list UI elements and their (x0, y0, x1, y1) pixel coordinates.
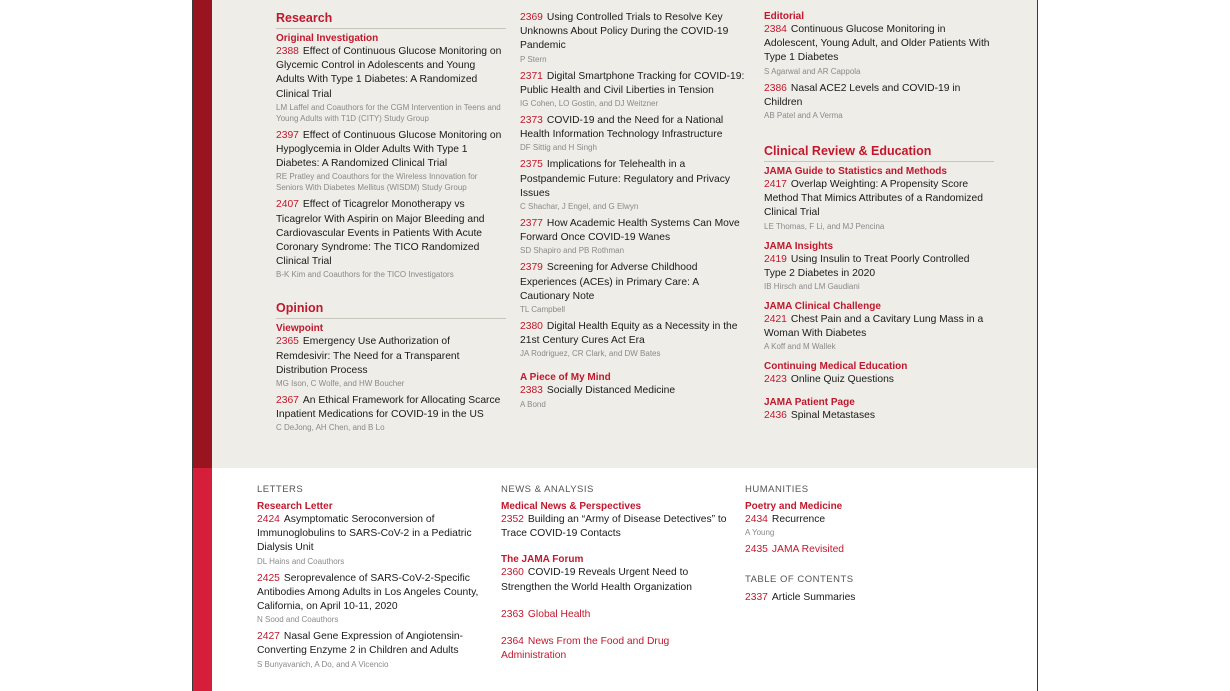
section-heading-clinical-review: Clinical Review & Education (764, 144, 994, 162)
article-title[interactable]: News From the Food and Drug Administration (501, 636, 670, 662)
kicker-original-investigation: Original Investigation (276, 33, 379, 44)
page-number: 2423 (764, 374, 787, 386)
column-opinion-continued (520, 11, 750, 415)
article-title[interactable]: JAMA Revisited (771, 544, 845, 556)
article-entry[interactable] (520, 384, 750, 409)
article-entry[interactable] (520, 11, 750, 65)
page-number: 2436 (764, 409, 787, 421)
article-entry[interactable] (764, 23, 994, 77)
article-title[interactable]: Effect of Continuous Glucose Monitoring on Hypoglycemia in Older Adults With Type 1 Diabetes: A Randomized Clinical Trial (276, 129, 502, 170)
kicker-clinical-group: JAMA Insights (764, 240, 834, 252)
article-title[interactable]: Digital Smartphone Tracking for COVID-19: Public Health and Civil Liberties in Tension (520, 70, 745, 96)
article-title[interactable]: Using Insulin to Treat Poorly Controlled Type 2 Diabetes in 2020 (764, 253, 970, 279)
article-authors: B-K Kim and Coauthors for the TICO Investigators (276, 270, 454, 280)
page-number: 2365 (276, 336, 299, 348)
article-title[interactable]: Online Quiz Questions (790, 374, 894, 386)
article-authors: LE Thomas, F Li, and MJ Pencina (764, 221, 885, 231)
page-number: 2407 (276, 199, 299, 211)
article-authors: SD Shapiro and PB Rothman (520, 246, 625, 256)
article-authors: RE Pratley and Coauthors for the Wireless Innovation for Seniors With Diabetes Mellitus (WISDM) Study Group (276, 172, 478, 193)
article-title[interactable]: Article Summaries (771, 592, 856, 604)
page-number: 2375 (520, 159, 543, 171)
article-entry[interactable] (276, 45, 506, 124)
article-title[interactable]: COVID-19 Reveals Urgent Need to Strengthen the World Health Organization (501, 567, 692, 593)
kicker-viewpoint: Viewpoint (276, 323, 324, 335)
article-title[interactable]: Digital Health Equity as a Necessity in the 21st Century Cures Act Era (520, 321, 738, 347)
page-number: 2337 (745, 592, 768, 604)
page-number: 2421 (764, 314, 787, 326)
article-title[interactable]: Building an “Army of Disease Detectives” to Trace COVID-19 Contacts (501, 514, 727, 540)
section-heading-toc: TABLE OF CONTENTS (745, 574, 854, 586)
article-title[interactable]: Asymptomatic Seroconversion of Immunoglobulins to SARS-CoV-2 in a Pediatric Dialysis Unit (257, 514, 472, 554)
article-authors: TL Campbell (520, 305, 566, 315)
article-title[interactable]: Nasal ACE2 Levels and COVID-19 in Children (764, 82, 961, 108)
article-entry[interactable] (501, 566, 731, 594)
article-title[interactable]: Screening for Adverse Childhood Experiences (ACEs) in Primary Care: A Cautionary Note (520, 262, 699, 302)
kicker-editorial: Editorial (764, 11, 805, 22)
accent-bar-dark (193, 0, 212, 468)
article-title[interactable]: Socially Distanced Medicine (546, 385, 676, 397)
article-entry[interactable] (764, 178, 994, 232)
article-authors: S Bunyavanich, A Do, and A Vicencio (257, 659, 389, 669)
article-entry[interactable] (745, 591, 975, 605)
article-authors: N Sood and Coauthors (257, 615, 339, 625)
kicker-clinical-group: Continuing Medical Education (764, 361, 908, 373)
column-research-opinion (276, 11, 506, 438)
toc-page (192, 0, 1038, 691)
page-number: 2380 (520, 321, 543, 333)
article-entry[interactable] (520, 158, 750, 212)
article-entry[interactable] (745, 513, 975, 538)
column-humanities (745, 484, 975, 611)
article-entry[interactable] (276, 129, 506, 194)
page-number: 2383 (520, 385, 543, 397)
page-number: 2373 (520, 115, 543, 127)
column-news-analysis (501, 484, 731, 668)
page-number: 2369 (520, 12, 543, 23)
kicker-news-group: The JAMA Forum (501, 554, 584, 566)
article-title[interactable]: Chest Pain and a Cavitary Lung Mass in a Woman With Diabetes (764, 314, 984, 340)
kicker-clinical-group: JAMA Patient Page (764, 396, 855, 408)
article-authors: C Shachar, J Engel, and G Elwyn (520, 202, 639, 212)
article-title[interactable]: Overlap Weighting: A Propensity Score Method That Mimics Attributes of a Randomized Clinical Trial (764, 179, 984, 219)
article-entry[interactable] (764, 313, 994, 352)
article-title[interactable]: Recurrence (771, 514, 826, 525)
article-entry[interactable] (764, 373, 994, 387)
page-number: 2371 (520, 70, 543, 82)
page-number: 2352 (501, 514, 524, 525)
page-number: 2388 (276, 46, 299, 57)
kicker-news-group: Medical News & Perspectives (501, 501, 642, 512)
article-entry[interactable] (764, 409, 994, 423)
page-number: 2419 (764, 253, 787, 265)
upper-panel (212, 0, 1037, 468)
article-entry[interactable] (764, 82, 994, 121)
column-letters (257, 484, 487, 675)
article-entry[interactable] (520, 320, 750, 359)
article-title[interactable]: COVID-19 and the Need for a National Health Information Technology Infrastructure (520, 115, 724, 141)
column-editorial-clinical (764, 11, 994, 428)
article-entry[interactable] (745, 543, 975, 557)
article-authors: S Agarwal and AR Cappola (764, 66, 861, 76)
article-authors: P Stern (520, 54, 547, 64)
article-title[interactable]: Emergency Use Authorization of Remdesivir: The Need for a Transparent Distribution Process (276, 336, 460, 376)
page-number: 2377 (520, 218, 543, 230)
page-number: 2434 (745, 514, 768, 525)
article-title[interactable]: Implications for Telehealth in a Postpandemic Future: Regulatory and Privacy Issues (520, 159, 731, 199)
article-entry[interactable] (764, 253, 994, 292)
page-number: 2424 (257, 514, 280, 525)
article-entry[interactable] (520, 114, 750, 153)
article-entry[interactable] (501, 608, 731, 622)
article-authors: C DeJong, AH Chen, and B Lo (276, 423, 385, 433)
article-title[interactable]: How Academic Health Systems Can Move Forward Once COVID-19 Wanes (520, 218, 740, 244)
article-entry[interactable] (501, 513, 731, 541)
article-entry[interactable] (276, 198, 506, 280)
page-number: 2427 (257, 631, 280, 643)
kicker-research-letter: Research Letter (257, 501, 333, 512)
article-title[interactable]: Effect of Continuous Glucose Monitoring on Glycemic Control in Adolescents and Young Adults With Type 1 Diabetes: A Randomized Clinical Trial (276, 46, 502, 100)
article-authors: A Koff and M Wallek (764, 342, 836, 352)
article-entry[interactable] (520, 70, 750, 109)
page-number: 2435 (745, 544, 768, 556)
article-authors: IB Hirsch and LM Gaudiani (764, 282, 860, 292)
article-title[interactable]: Nasal Gene Expression of Angiotensin-Converting Enzyme 2 in Children and Adults (257, 631, 464, 657)
page-number: 2363 (501, 608, 524, 620)
kicker-poetry-medicine: Poetry and Medicine (745, 501, 843, 512)
section-heading-letters: LETTERS (257, 484, 304, 495)
article-entry[interactable] (520, 217, 750, 256)
page-number: 2397 (276, 129, 299, 141)
page-number: 2386 (764, 82, 787, 94)
article-entry[interactable] (276, 335, 506, 389)
page-number: 2384 (764, 24, 787, 35)
article-entry[interactable] (520, 261, 750, 315)
page-number: 2417 (764, 179, 787, 191)
article-title[interactable]: Continuous Glucose Monitoring in Adolescent, Young Adult, and Older Patients With Type 1 Diabetes (764, 24, 990, 64)
kicker-clinical-group: JAMA Clinical Challenge (764, 301, 881, 313)
article-authors: DL Hains and Coauthors (257, 556, 345, 566)
article-title[interactable]: An Ethical Framework for Allocating Scarce Inpatient Medications for COVID-19 in the US (276, 395, 501, 421)
article-authors: A Bond (520, 399, 546, 409)
article-entry[interactable] (501, 635, 731, 663)
section-heading-research: Research (276, 11, 506, 29)
article-title[interactable]: Using Controlled Trials to Resolve Key Unknowns About Policy During the COVID-19 Pandemic (520, 12, 729, 52)
article-authors: JA Rodriguez, CR Clark, and DW Bates (520, 349, 661, 359)
article-entry[interactable] (257, 572, 487, 626)
section-heading-humanities: HUMANITIES (745, 484, 809, 495)
article-authors: DF Sittig and H Singh (520, 143, 597, 153)
article-authors: MG Ison, C Wolfe, and HW Boucher (276, 379, 405, 389)
article-entry[interactable] (257, 513, 487, 567)
page-number: 2367 (276, 395, 299, 407)
article-authors: AB Patel and A Verma (764, 111, 843, 121)
page-number: 2364 (501, 636, 524, 648)
article-entry[interactable] (276, 394, 506, 433)
article-title[interactable]: Effect of Ticagrelor Monotherapy vs Ticagrelor With Aspirin on Major Bleeding and Cardiovascular Events in Patients With Acute Coronary Syndrome: The TICO Randomized Clinical Trial (276, 199, 485, 268)
article-title[interactable]: Global Health (527, 608, 591, 620)
accent-bar-bright (193, 468, 212, 691)
article-authors: IG Cohen, LO Gostin, and DJ Weitzner (520, 99, 659, 109)
article-title[interactable]: Seroprevalence of SARS-CoV-2-Specific Antibodies Among Adults in Los Angeles County, California, on April 10-11, 2020 (257, 572, 479, 613)
article-authors: LM Laffel and Coauthors for the CGM Intervention in Teens and Young Adults with T1D (CITY) Study Group (276, 102, 501, 123)
article-authors: A Young (745, 528, 775, 538)
article-title[interactable]: Spinal Metastases (790, 409, 876, 421)
article-entry[interactable] (257, 630, 487, 669)
section-heading-news: NEWS & ANALYSIS (501, 484, 594, 495)
page-number: 2425 (257, 572, 280, 584)
kicker-clinical-group: JAMA Guide to Statistics and Methods (764, 166, 947, 178)
page-number: 2379 (520, 262, 543, 274)
kicker-piece-of-my-mind: A Piece of My Mind (520, 372, 611, 384)
section-heading-opinion: Opinion (276, 301, 506, 319)
page-number: 2360 (501, 567, 524, 579)
